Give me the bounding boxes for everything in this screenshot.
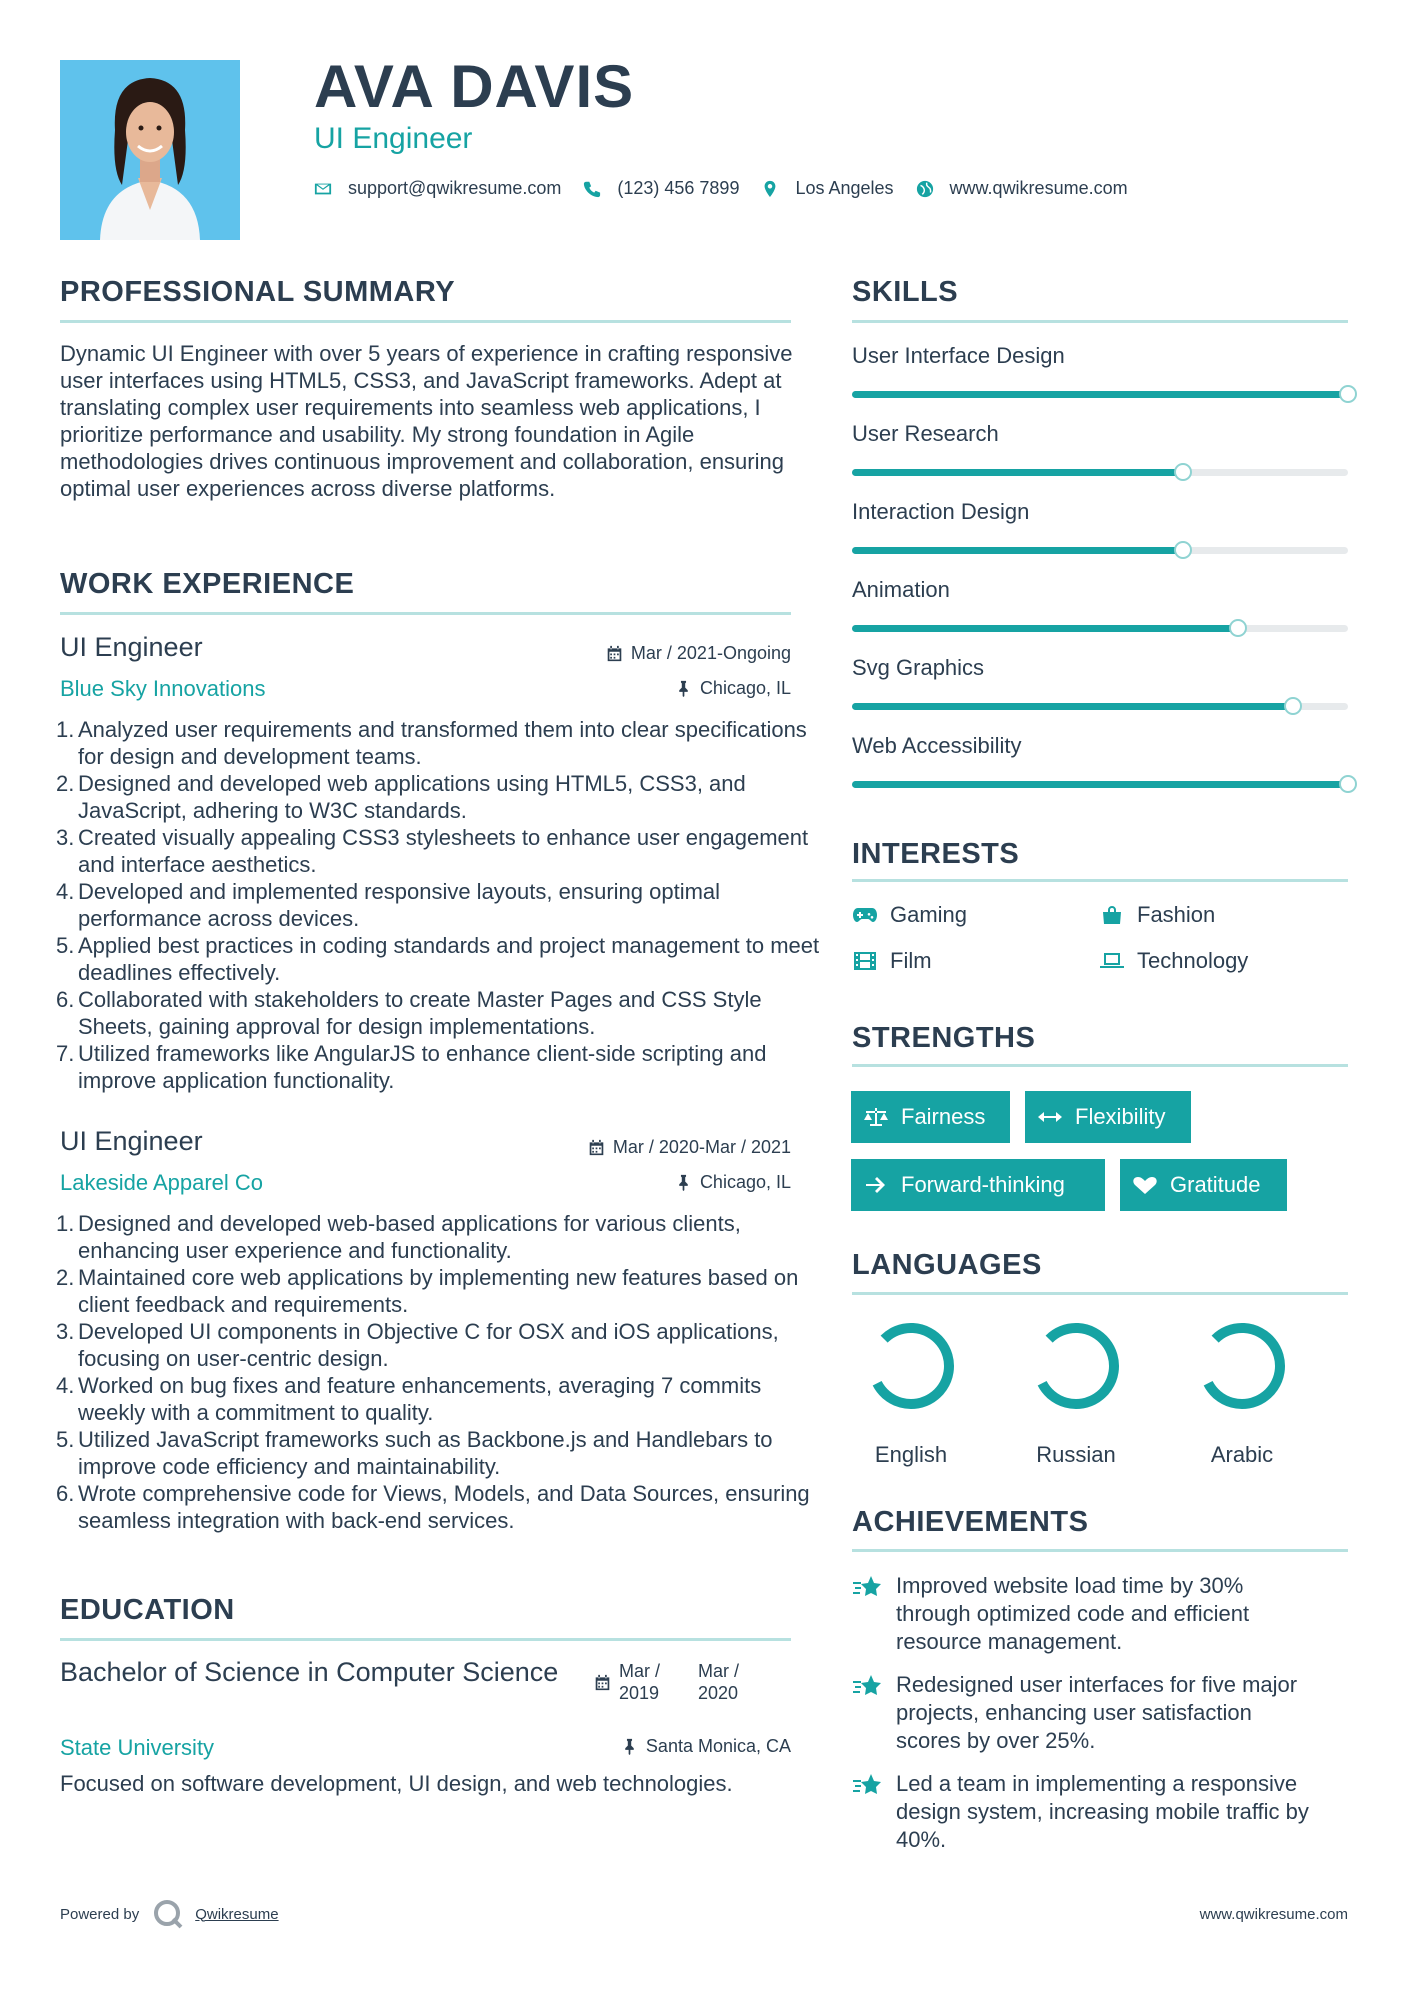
contact-email[interactable]	[314, 178, 561, 199]
skill-item	[852, 733, 1348, 788]
heart-icon	[1132, 1174, 1158, 1196]
education-end-month: Mar /	[698, 1661, 740, 1681]
language-ring-arc	[877, 1328, 949, 1404]
contact-website[interactable]	[916, 178, 1128, 199]
language-label: English	[874, 1442, 948, 1467]
skill-item	[852, 577, 1348, 632]
list-item: Utilized JavaScript frameworks such as Backbone.js and Handlebars to improve code efficiency and maintainability.	[78, 1427, 773, 1479]
strengths-divider	[852, 1064, 1348, 1067]
interest-label: Film	[890, 948, 932, 973]
job-1-dates	[606, 643, 791, 664]
education-location-text: Santa Monica, CA	[645, 1736, 791, 1756]
candidate-name: AVA DAVIS	[314, 53, 635, 120]
list-item: Developed UI components in Objective C for OSX and iOS applications, focusing on user-centric design.	[78, 1319, 779, 1371]
job-2-title: UI Engineer	[60, 1126, 203, 1156]
skills-heading: SKILLS	[852, 276, 959, 308]
summary-divider	[60, 320, 791, 323]
star-trophy-icon	[852, 1673, 884, 1701]
list-item: Analyzed user requirements and transformed them into clear specifications for design and development teams.	[78, 717, 807, 769]
list-item: Developed and implemented responsive layouts, ensuring optimal performance across devices.	[78, 879, 721, 931]
language-label: Arabic	[1210, 1442, 1274, 1467]
strength-chip-gratitude	[1120, 1159, 1287, 1211]
job-1-responsibilities	[60, 716, 828, 1094]
footer-powered-by	[60, 1897, 279, 1931]
map-marker-icon	[761, 180, 779, 198]
skill-knob	[1284, 697, 1302, 715]
education-location	[621, 1736, 791, 1757]
list-item: Collaborated with stakeholders to create Master Pages and CSS Style Sheets, gaining approval for design implementations.	[78, 987, 762, 1039]
gamepad-icon	[852, 904, 878, 926]
skill-item	[852, 343, 1348, 398]
education-end-year: 2020	[698, 1683, 739, 1703]
achievements-heading: ACHIEVEMENTS	[852, 1506, 1089, 1538]
profile-photo	[60, 60, 240, 240]
job-2-location-text: Chicago, IL	[699, 1172, 791, 1192]
achievement-item	[852, 1572, 1322, 1656]
balance-scale-icon	[863, 1106, 889, 1128]
skill-track	[852, 781, 1348, 788]
skill-fill	[852, 391, 1348, 398]
job-1-company: Blue Sky Innovations	[60, 676, 266, 701]
laptop-icon	[1099, 950, 1125, 972]
interest-gaming	[852, 902, 967, 928]
star-trophy-icon	[852, 1772, 884, 1800]
pin-icon	[621, 1738, 638, 1755]
education-start-month: Mar /	[619, 1661, 661, 1681]
skill-knob	[1229, 619, 1247, 637]
strength-label: Gratitude	[1170, 1172, 1261, 1197]
skill-label: Animation	[852, 577, 950, 602]
education-heading: EDUCATION	[60, 1594, 235, 1626]
education-start-year: 2019	[619, 1683, 660, 1703]
skill-label: Web Accessibility	[852, 733, 1022, 758]
language-progress-ring	[1196, 1320, 1288, 1412]
skill-item	[852, 655, 1348, 710]
calendar-icon	[606, 645, 623, 662]
skill-label: Interaction Design	[852, 499, 1030, 524]
interest-label: Technology	[1137, 948, 1249, 973]
skill-label: User Interface Design	[852, 343, 1065, 368]
list-item: Wrote comprehensive code for Views, Models, and Data Sources, ensuring seamless integration with back-end services.	[78, 1481, 810, 1533]
strength-chip-flexibility	[1025, 1091, 1191, 1143]
location-text: Los Angeles	[795, 178, 894, 198]
skill-fill	[852, 547, 1183, 554]
achievement-item	[852, 1770, 1322, 1854]
job-1-title: UI Engineer	[60, 632, 203, 662]
achievement-text: Improved website load time by 30% through optimized code and efficient resource management.	[896, 1573, 1250, 1654]
list-item: Designed and developed web applications using HTML5, CSS3, and JavaScript, adhering to W3C standards.	[78, 771, 746, 823]
education-divider	[60, 1638, 791, 1641]
email-text: support@qwikresume.com	[348, 178, 562, 198]
job-2-dates	[588, 1137, 791, 1158]
skill-label: Svg Graphics	[852, 655, 985, 680]
arrow-right-icon	[863, 1174, 889, 1196]
skill-track	[852, 625, 1348, 632]
interest-label: Fashion	[1137, 902, 1216, 927]
summary-heading: PROFESSIONAL SUMMARY	[60, 276, 456, 308]
experience-divider	[60, 612, 791, 615]
experience-heading: WORK EXPERIENCE	[60, 568, 355, 600]
job-1-location	[675, 678, 791, 699]
languages-heading: LANGUAGES	[852, 1249, 1042, 1281]
skill-knob	[1174, 541, 1192, 559]
list-item: Worked on bug fixes and feature enhancements, averaging 7 commits weekly with a commitment to quality.	[78, 1373, 762, 1425]
skill-fill	[852, 469, 1183, 476]
education-description: Focused on software development, UI design, and web technologies.	[60, 1771, 733, 1796]
footer-website[interactable]: www.qwikresume.com	[1199, 1906, 1348, 1923]
skills-divider	[852, 320, 1348, 323]
contact-phone[interactable]	[583, 178, 739, 199]
website-text: www.qwikresume.com	[949, 178, 1128, 198]
job-2-responsibilities	[60, 1210, 828, 1534]
language-item	[851, 1320, 971, 1468]
skill-track	[852, 703, 1348, 710]
skill-track	[852, 391, 1348, 398]
powered-by-text: Powered by	[60, 1905, 140, 1923]
envelope-icon	[314, 180, 332, 198]
languages-divider	[852, 1292, 1348, 1295]
education-end	[698, 1660, 739, 1704]
list-item: Applied best practices in coding standards and project management to meet deadlines effectively.	[78, 933, 820, 985]
job-2-location	[675, 1172, 791, 1193]
language-label: Russian	[1036, 1442, 1116, 1467]
skill-track	[852, 547, 1348, 554]
interest-technology	[1099, 948, 1248, 974]
skill-track	[852, 469, 1348, 476]
list-item: Designed and developed web-based applications for various clients, enhancing user experience and functionality.	[78, 1211, 741, 1263]
pin-icon	[675, 1174, 692, 1191]
skill-fill	[852, 625, 1238, 632]
interests-heading: INTERESTS	[852, 838, 1020, 870]
education-degree: Bachelor of Science in Computer Science	[60, 1657, 559, 1687]
achievement-item	[852, 1671, 1322, 1755]
list-item: Maintained core web applications by implementing new features based on client feedback and requirements.	[78, 1265, 799, 1317]
achievement-text: Redesigned user interfaces for five major projects, enhancing user satisfaction scores by over 25%.	[896, 1672, 1298, 1753]
arrows-horizontal-icon	[1037, 1106, 1063, 1128]
strength-chip-forward-thinking	[851, 1159, 1105, 1211]
education-school: State University	[60, 1735, 215, 1760]
brand-link[interactable]: Qwikresume	[195, 1905, 279, 1923]
interests-divider	[852, 879, 1348, 882]
film-icon	[852, 950, 878, 972]
language-item	[1182, 1320, 1302, 1468]
strength-label: Fairness	[901, 1104, 986, 1129]
language-ring-arc	[1042, 1328, 1114, 1404]
skill-item	[852, 499, 1348, 554]
candidate-title: UI Engineer	[314, 122, 473, 155]
job-2-dates-text: Mar / 2020-Mar / 2021	[612, 1137, 791, 1157]
skill-label: User Research	[852, 421, 999, 446]
education-dates	[594, 1660, 777, 1704]
shopping-bag-icon	[1099, 904, 1125, 926]
skill-knob	[1174, 463, 1192, 481]
skill-fill	[852, 781, 1348, 788]
language-progress-ring	[865, 1320, 957, 1412]
interest-film	[852, 948, 932, 974]
calendar-icon	[594, 1674, 611, 1691]
language-ring-arc	[1208, 1328, 1280, 1404]
strength-label: Forward-thinking	[901, 1172, 1065, 1197]
interest-label: Gaming	[890, 902, 968, 927]
globe-icon	[916, 180, 934, 198]
star-trophy-icon	[852, 1574, 884, 1602]
list-item: Created visually appealing CSS3 stylesheets to enhance user engagement and interface aesthetics.	[78, 825, 809, 877]
strengths-heading: STRENGTHS	[852, 1022, 1036, 1054]
summary-text: Dynamic UI Engineer with over 5 years of experience in crafting responsive user interfaces using HTML5, CSS3, and JavaScript frameworks. Adept at translating complex user requirements into seamless web applications, I prioritize performance and usability. My strong foundation in Agile methodologies drives continuous improvement and collaboration, ensuring optimal user experiences across diverse platforms.	[60, 341, 793, 501]
qwikresume-logo-icon	[151, 1897, 185, 1931]
job-1-location-text: Chicago, IL	[699, 678, 791, 698]
skill-knob	[1339, 775, 1357, 793]
strength-chip-fairness	[851, 1091, 1010, 1143]
contact-location	[761, 178, 893, 199]
pin-icon	[675, 680, 692, 697]
achievements-divider	[852, 1549, 1348, 1552]
skill-fill	[852, 703, 1293, 710]
phone-text: (123) 456 7899	[617, 178, 740, 198]
strength-label: Flexibility	[1075, 1104, 1166, 1129]
achievement-text: Led a team in implementing a responsive design system, increasing mobile traffic by 40%.	[896, 1771, 1309, 1852]
skill-item	[852, 421, 1348, 476]
language-progress-ring	[1030, 1320, 1122, 1412]
job-2-company: Lakeside Apparel Co	[60, 1170, 264, 1195]
phone-icon	[583, 180, 601, 198]
interest-fashion	[1099, 902, 1215, 928]
language-item	[1016, 1320, 1136, 1468]
education-start	[619, 1660, 660, 1704]
job-1-dates-text: Mar / 2021-Ongoing	[630, 643, 791, 663]
skill-knob	[1339, 385, 1357, 403]
list-item: Utilized frameworks like AngularJS to enhance client-side scripting and improve application functionality.	[78, 1041, 767, 1093]
contact-bar	[314, 178, 1150, 199]
calendar-icon	[588, 1139, 605, 1156]
